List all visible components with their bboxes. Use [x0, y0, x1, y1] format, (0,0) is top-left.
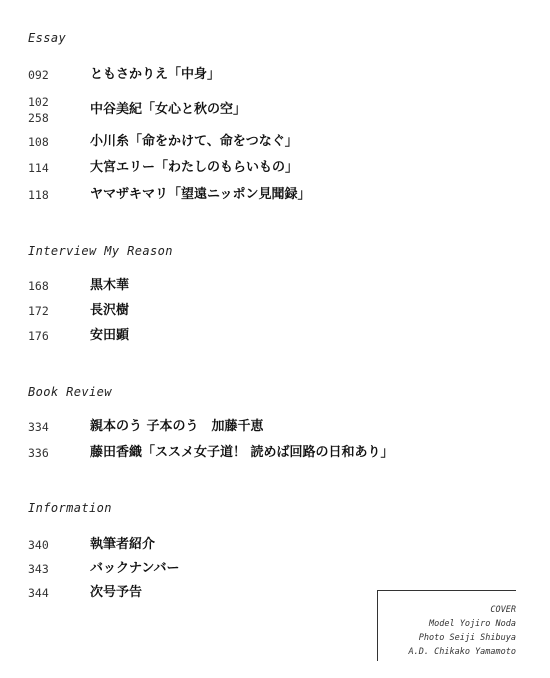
entry-title: ともさかりえ「中身」: [90, 67, 221, 82]
page-number: 168: [28, 279, 49, 293]
page-number: 336: [28, 446, 49, 460]
toc-entry[interactable]: [28, 67, 528, 87]
page-number: 343: [28, 562, 49, 576]
toc-entry[interactable]: [28, 303, 528, 323]
toc-entry[interactable]: [28, 537, 528, 557]
entry-title: 藤田香織「ススメ女子道！ 読めば回路の日和あり」: [90, 445, 394, 460]
page-number: 118: [28, 188, 49, 202]
entry-title: ヤマザキマリ「望遠ニッポン見聞録」: [90, 187, 311, 202]
entry-title: 執筆者紹介: [90, 537, 156, 552]
entry-title: 安田顕: [90, 328, 130, 343]
entry-title: 次号予告: [90, 585, 143, 600]
toc-entry[interactable]: [28, 445, 528, 465]
section-title-book-review: Book Review: [28, 385, 112, 399]
section-title-interview: Interview My Reason: [28, 244, 173, 258]
page-number: 176: [28, 329, 49, 343]
page-number: 172: [28, 304, 49, 318]
cover-photo: Photo Seiji Shibuya: [418, 633, 516, 643]
page-number: 340: [28, 538, 49, 552]
cover-credits: [377, 590, 516, 661]
toc-entry[interactable]: [28, 94, 528, 128]
section-title-essay: Essay: [28, 31, 67, 45]
toc-entry[interactable]: [28, 419, 528, 439]
entry-title: 親本のう 子本のう 加藤千恵: [90, 419, 264, 434]
cover-model: Model Yojiro Noda: [429, 619, 516, 629]
toc-entry[interactable]: [28, 278, 528, 298]
cover-ad: A.D. Chikako Yamamoto: [408, 647, 516, 657]
toc-entry[interactable]: [28, 561, 528, 581]
entry-title: バックナンバー: [90, 561, 180, 576]
page-number: 108: [28, 135, 49, 149]
section-title-information: Information: [28, 501, 112, 515]
cover-heading: COVER: [490, 605, 516, 615]
toc-entry[interactable]: [28, 134, 528, 154]
entry-title: 小川糸「命をかけて、命をつなぐ」: [90, 134, 298, 149]
toc-entry[interactable]: [28, 328, 528, 348]
entry-title: 長沢樹: [90, 303, 130, 318]
page-number: 114: [28, 161, 49, 175]
entry-title: 中谷美紀「女心と秋の空」: [90, 102, 247, 117]
page-number: 344: [28, 586, 49, 600]
page-number: 334: [28, 420, 49, 434]
toc-entry[interactable]: [28, 160, 528, 180]
page-number: 102 258: [28, 95, 49, 125]
toc-entry[interactable]: [28, 187, 528, 207]
page-number: 092: [28, 68, 49, 82]
entry-title: 大宮エリー「わたしのもらいもの」: [90, 160, 299, 175]
entry-title: 黒木華: [90, 278, 130, 293]
